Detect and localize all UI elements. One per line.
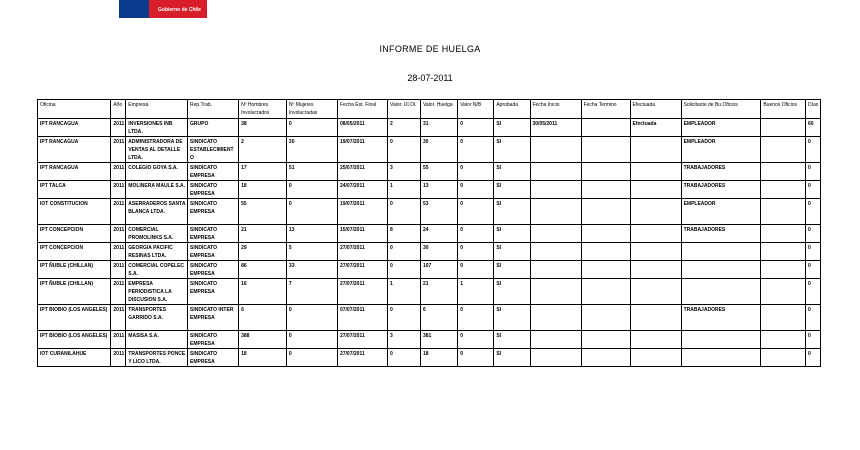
table-cell: 2011 (111, 279, 126, 305)
table-cell (581, 225, 630, 243)
table-cell (530, 225, 581, 243)
table-cell (630, 225, 681, 243)
table-row (38, 261, 821, 279)
table-cell: 2 (387, 119, 420, 137)
table-header-row (38, 100, 821, 119)
column-header: Aprobada (494, 100, 530, 119)
table-cell: SI (494, 279, 530, 305)
table-cell: TRANSPORTES GARRIDO S.A. (126, 305, 188, 331)
table-cell: 0 (806, 243, 821, 261)
table-cell: 381 (420, 331, 457, 349)
table-cell: 0 (458, 199, 494, 225)
table-cell (761, 225, 806, 243)
table-cell (761, 181, 806, 199)
table-cell (530, 279, 581, 305)
table-cell: SINDICATO EMPRESA (188, 199, 239, 225)
table-cell (630, 199, 681, 225)
table-cell (530, 331, 581, 349)
table-cell: 0 (806, 137, 821, 163)
table-cell (630, 181, 681, 199)
table-body (38, 119, 821, 367)
table-cell (761, 199, 806, 225)
table-cell: 7 (286, 279, 337, 305)
table-cell: 1 (387, 279, 420, 305)
table-cell: 2011 (111, 349, 126, 367)
table-cell: IPT BIOBIO (LOS ANGELES) (38, 305, 111, 331)
table-cell: 13 (420, 181, 457, 199)
table-cell (630, 137, 681, 163)
table-cell: COMERCIAL COPELEC S.A. (126, 261, 188, 279)
table-cell: 388 (239, 331, 287, 349)
table-cell (761, 279, 806, 305)
table-cell: INVERSIONES INB LTDA. (126, 119, 188, 137)
table-row (38, 181, 821, 199)
table-cell: 30 (286, 137, 337, 163)
table-cell: 30 (420, 243, 457, 261)
table-cell: 27/07/2011 (337, 279, 387, 305)
table-cell (681, 279, 761, 305)
table-cell: 0 (286, 181, 337, 199)
table-cell: TRABAJADORES (681, 163, 761, 181)
logo-blue-block (119, 0, 149, 18)
table-cell: 8 (387, 225, 420, 243)
table-cell: 2011 (111, 331, 126, 349)
table-cell: 0 (806, 331, 821, 349)
table-cell: SINDICATO EMPRESA (188, 331, 239, 349)
table-cell: SINDICATO EMPRESA (188, 349, 239, 367)
table-cell: IOT CURANILAHUE (38, 349, 111, 367)
table-cell: 19/07/2011 (337, 199, 387, 225)
table-cell: 2011 (111, 225, 126, 243)
column-header: Solicitante de Bu.Oficios (681, 100, 761, 119)
table-cell: 3 (387, 163, 420, 181)
table-cell: 6 (239, 305, 287, 331)
table-cell: IPT TALCA (38, 181, 111, 199)
table-cell: IPT CONCEPCION (38, 225, 111, 243)
table-cell (681, 243, 761, 261)
table-cell: IOT CONSTITUCION (38, 199, 111, 225)
table-cell: IPT RANCAGUA (38, 119, 111, 137)
table-cell: 3 (387, 331, 420, 349)
table-cell: 2011 (111, 181, 126, 199)
table-cell: 30/05/2011 (530, 119, 581, 137)
table-cell: 0 (806, 163, 821, 181)
table-cell (581, 199, 630, 225)
table-cell: 0 (806, 225, 821, 243)
table-cell: SINDICATO EMPRESA (188, 163, 239, 181)
table-cell: 21 (420, 279, 457, 305)
table-cell: IPT ÑUBLE (CHILLAN) (38, 279, 111, 305)
logo-text: Gobierno de Chile (158, 7, 202, 13)
table-cell: 38 (239, 119, 287, 137)
table-cell: 2011 (111, 261, 126, 279)
table-cell: 16 (239, 279, 287, 305)
table-cell: 60 (806, 119, 821, 137)
table-cell (581, 261, 630, 279)
table-cell: TRABAJADORES (681, 225, 761, 243)
column-header: Nº Mujeres Involucradas (286, 100, 337, 119)
table-cell (530, 163, 581, 181)
table-cell: 0 (458, 305, 494, 331)
table-cell: 2011 (111, 199, 126, 225)
table-cell: 24 (420, 225, 457, 243)
table-cell: 0 (458, 163, 494, 181)
column-header: Rep.Trab. (188, 100, 239, 119)
column-header: Año (111, 100, 126, 119)
column-header: Días (806, 100, 821, 119)
table-cell: SI (494, 331, 530, 349)
table-cell (630, 349, 681, 367)
column-header: Fecha Termino (581, 100, 630, 119)
table-cell: 55 (420, 163, 457, 181)
table-cell: SI (494, 137, 530, 163)
table-cell: 0 (458, 331, 494, 349)
table-cell: SI (494, 199, 530, 225)
table-cell (761, 349, 806, 367)
table-row (38, 243, 821, 261)
table-cell: 29 (239, 243, 287, 261)
table-cell (761, 137, 806, 163)
table-cell (530, 305, 581, 331)
table-row (38, 199, 821, 225)
table-row (38, 305, 821, 331)
table-cell: IPT RANCAGUA (38, 163, 111, 181)
table-cell: 17 (239, 163, 287, 181)
table-cell: 0 (458, 349, 494, 367)
table-cell: 0 (806, 349, 821, 367)
column-header: Empresa (126, 100, 188, 119)
table-cell: TRANSPORTES PONCE Y LICO LTDA. (126, 349, 188, 367)
table-cell: SI (494, 349, 530, 367)
table-cell: 5 (286, 243, 337, 261)
table-cell: 31 (420, 119, 457, 137)
table-row (38, 331, 821, 349)
table-cell: 0 (458, 119, 494, 137)
table-cell: 18 (420, 349, 457, 367)
column-header: Nº Hombres Involucrados (239, 100, 287, 119)
table-cell: 27/07/2011 (337, 331, 387, 349)
table-row (38, 119, 821, 137)
table-cell: 0 (286, 349, 337, 367)
table-cell: SINDICATO EMPRESA (188, 261, 239, 279)
strike-report-table (37, 99, 821, 367)
table-cell: 2 (239, 137, 287, 163)
column-header: Buenos Oficios (761, 100, 806, 119)
table-cell (681, 261, 761, 279)
table-cell: 0 (458, 181, 494, 199)
table-cell: SI (494, 225, 530, 243)
table-cell: EMPLEADOR (681, 137, 761, 163)
table-cell (581, 279, 630, 305)
table-row (38, 225, 821, 243)
table-cell: 18 (239, 181, 287, 199)
table-cell: 0 (387, 349, 420, 367)
column-header: Valor. Huelga (420, 100, 457, 119)
table-cell: 27/07/2011 (337, 243, 387, 261)
table-cell: 0 (387, 137, 420, 163)
table-cell: SINDICATO ESTABLECIMIENTO (188, 137, 239, 163)
table-row (38, 349, 821, 367)
table-cell (630, 279, 681, 305)
table-cell: SINDICATO EMPRESA (188, 181, 239, 199)
table-cell: 2011 (111, 305, 126, 331)
table-cell: 30 (420, 137, 457, 163)
logo-red-block (149, 0, 207, 18)
table-cell: EMPLEADOR (681, 199, 761, 225)
table-cell: 0 (387, 243, 420, 261)
table-cell (761, 331, 806, 349)
table-cell: IPT BIOBIO (LOS ANGELES) (38, 331, 111, 349)
table-cell: 24/07/2011 (337, 181, 387, 199)
table-cell (581, 119, 630, 137)
table-cell: 0 (286, 305, 337, 331)
table-cell (530, 181, 581, 199)
table-cell: 0 (286, 119, 337, 137)
table-cell: 2011 (111, 243, 126, 261)
table-cell: 0 (286, 331, 337, 349)
gobierno-logo (119, 0, 207, 18)
table-cell (530, 243, 581, 261)
table-cell: SINDICATO EMPRESA (188, 225, 239, 243)
table-cell: 0 (458, 243, 494, 261)
table-cell (630, 305, 681, 331)
table-cell (581, 163, 630, 181)
table-cell (761, 119, 806, 137)
table-cell: 27/07/2011 (337, 349, 387, 367)
table-cell (581, 331, 630, 349)
table-cell: 0 (806, 199, 821, 225)
table-cell: SINDICATO INTER EMPRESA (188, 305, 239, 331)
table-cell: 27/07/2011 (337, 261, 387, 279)
table-cell (530, 199, 581, 225)
table-cell (530, 261, 581, 279)
table-cell: SI (494, 181, 530, 199)
table-cell: SI (494, 119, 530, 137)
table-cell: IPT RANCAGUA (38, 137, 111, 163)
table-cell: 51 (286, 163, 337, 181)
table-cell (581, 305, 630, 331)
table-cell: TRABAJADORES (681, 305, 761, 331)
table-cell: EMPRESA PERIODISTICA LA DISCUSION S.A. (126, 279, 188, 305)
table-cell: COMERCIAL PROMOLINKS S.A. (126, 225, 188, 243)
table-cell: 08/05/2011 (337, 119, 387, 137)
table-row (38, 163, 821, 181)
table-cell: 0 (286, 199, 337, 225)
column-header: Fecha Est. Final (337, 100, 387, 119)
table-cell: 0 (806, 181, 821, 199)
table-row (38, 137, 821, 163)
table-cell: 0 (458, 137, 494, 163)
table-cell: 0 (806, 279, 821, 305)
table-cell (530, 349, 581, 367)
table-cell: 55 (239, 199, 287, 225)
table-cell (630, 261, 681, 279)
table-cell: 53 (420, 199, 457, 225)
column-header: Oficina (38, 100, 111, 119)
table-cell: IPT CONCEPCION (38, 243, 111, 261)
table-cell: Efectuada (630, 119, 681, 137)
table-cell: 6 (420, 305, 457, 331)
table-cell: 0 (387, 199, 420, 225)
table-cell (681, 331, 761, 349)
table-cell: 13 (286, 225, 337, 243)
column-header: Efectuada (630, 100, 681, 119)
table-cell: GEORGIA PACIFIC RESINAS LTDA. (126, 243, 188, 261)
table-cell: 0 (458, 225, 494, 243)
table-cell: MOLINERA MAULE S.A. (126, 181, 188, 199)
table-cell: SINDICATO EMPRESA (188, 279, 239, 305)
table-cell (530, 137, 581, 163)
column-header: Fecha Inicio (530, 100, 581, 119)
table-cell: GRUPO (188, 119, 239, 137)
table-cell: SINDICATO EMPRESA (188, 243, 239, 261)
table-cell: 107 (420, 261, 457, 279)
table-cell: TRABAJADORES (681, 181, 761, 199)
table-cell: MASISA S.A. (126, 331, 188, 349)
table-cell: 0 (806, 305, 821, 331)
table-cell (581, 243, 630, 261)
table-cell: SI (494, 243, 530, 261)
table-cell (581, 137, 630, 163)
table-cell: 0 (387, 305, 420, 331)
table-cell: SI (494, 163, 530, 181)
table-cell: 18 (239, 349, 287, 367)
table-cell: 25/07/2011 (337, 163, 387, 181)
table-cell: 33 (286, 261, 337, 279)
table-cell: 1 (458, 279, 494, 305)
table-cell: 15/07/2011 (337, 225, 387, 243)
table-cell: 0 (387, 261, 420, 279)
table-cell: 21 (239, 225, 287, 243)
table-cell: 07/07/2011 (337, 305, 387, 331)
table-cell (761, 243, 806, 261)
table-cell: 2011 (111, 119, 126, 137)
table-cell (761, 305, 806, 331)
table-cell: 0 (458, 261, 494, 279)
table-cell: 19/07/2011 (337, 137, 387, 163)
table-cell: IPT ÑUBLE (CHILLAN) (38, 261, 111, 279)
report-title: INFORME DE HUELGA (379, 44, 481, 54)
table-cell: 2011 (111, 163, 126, 181)
table-cell (761, 261, 806, 279)
table-cell (630, 243, 681, 261)
table-cell: COLEGIO GOYA S.A. (126, 163, 188, 181)
table-cell: 0 (806, 261, 821, 279)
table-cell: EMPLEADOR (681, 119, 761, 137)
report-date: 28-07-2011 (407, 73, 453, 83)
table-cell: SI (494, 261, 530, 279)
table-cell: 2011 (111, 137, 126, 163)
table-cell: 86 (239, 261, 287, 279)
table-cell (581, 181, 630, 199)
table-cell (630, 331, 681, 349)
table-cell (761, 163, 806, 181)
column-header: Valor N/B (458, 100, 494, 119)
table-cell (630, 163, 681, 181)
table-cell: ASERRADEROS SANTA BLANCA LTDA. (126, 199, 188, 225)
column-header: Valor. UI.Ol. (387, 100, 420, 119)
table-cell (681, 349, 761, 367)
table-cell: 1 (387, 181, 420, 199)
table-row (38, 279, 821, 305)
table-cell: SI (494, 305, 530, 331)
table-cell (581, 349, 630, 367)
table-cell: ADMINISTRADORA DE VENTAS AL DETALLE LTDA. (126, 137, 188, 163)
